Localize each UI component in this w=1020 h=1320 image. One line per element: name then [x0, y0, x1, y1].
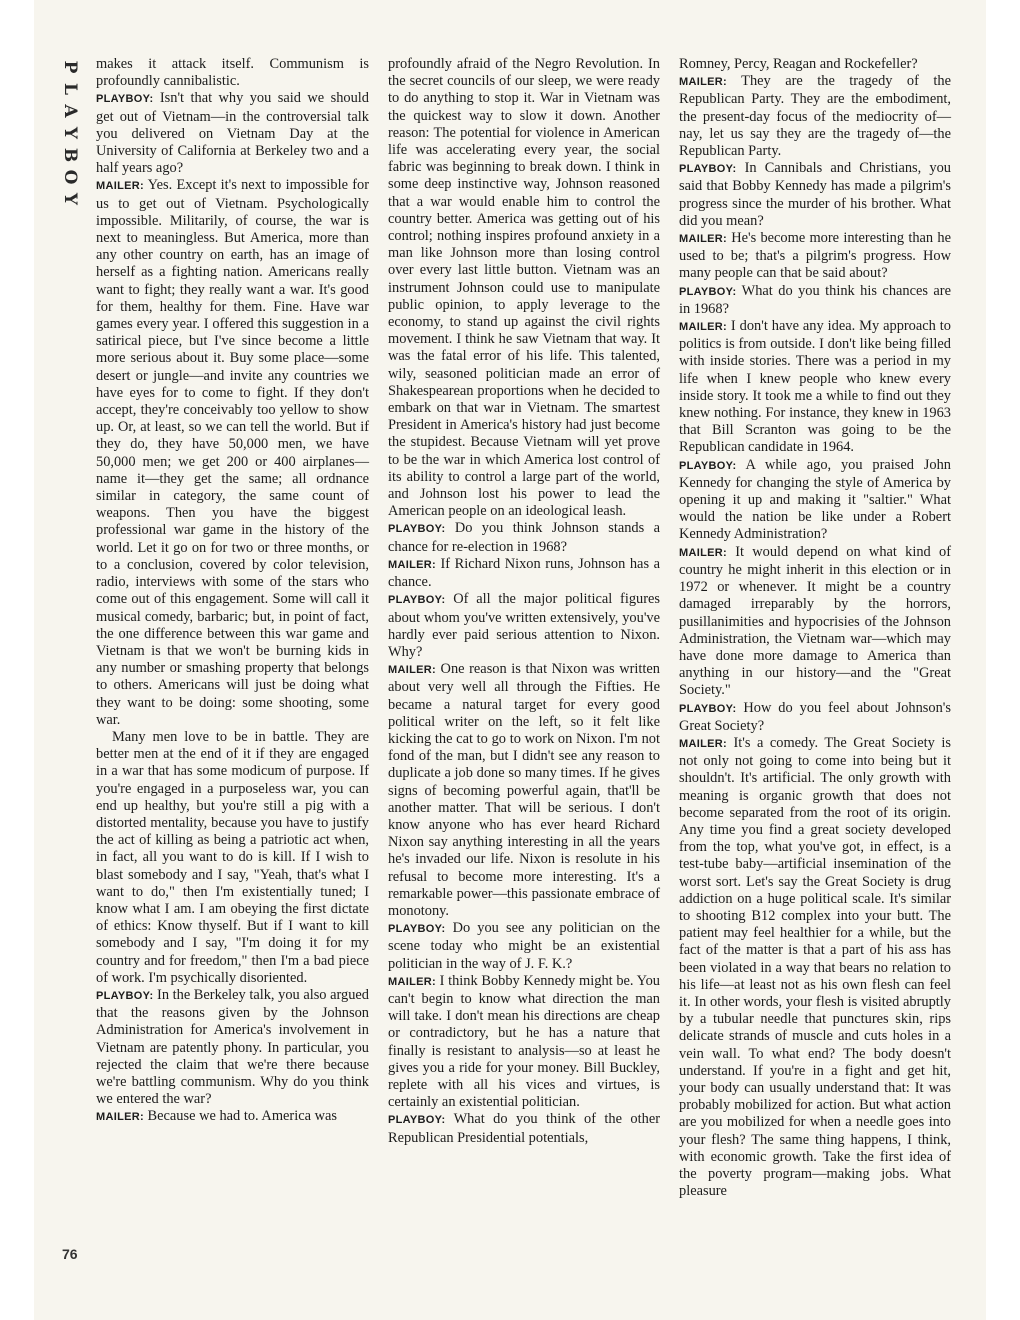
speaker-label: MAILER:	[679, 321, 727, 334]
paragraph-text: What do you think his chances are in 1968?	[679, 282, 951, 317]
paragraph-text: Yes. Except it's next to impossible for us to get out of Vietnam. Psychologically impossible. Militarily, of course, the war is next to meaningless. But America, more than any other country on earth, has an image of herself as a fighting nation. Americans really want to fight; they really want a war. It's good for them, healthy for them. Fine. Have war games every year. I offered this suggestion in a satirical piece, but I've since become a little more serious about it. Buy some place—some desert or jungle—and invite any countries we have eyes for to come to fight. If they don't accept, they're conceivably too yellow to show up. Or, at least, so we can tell the world. But if they do, they have 50,000 men, we have 50,000 men; we get 200 or 400 airplanes—name it—they get the same; all ordnance similar in category, the same count of weapons. Then you have the biggest professional war game in the history of the world. Let it go on for two or three months, or to a conclusion, covered by color television, radio, interviews with some of the stars who come out of this engagement. Some will call it musical comedy, barbaric; but, in point of fact, the one difference between this war game and Vietnam is that we won't be burning kids in any number or smashing property that belongs to others. Americans will just be doing what they want to be doing: some shooting, some war.	[96, 177, 369, 728]
speaker-label: MAILER:	[388, 975, 436, 988]
paragraph-text: He's become more interesting than he used to be; that's a pilgrim's progress. How many people can that be said about?	[679, 230, 951, 282]
masthead-letter: A	[60, 104, 80, 118]
paragraph	[679, 700, 951, 735]
speaker-label: MAILER:	[388, 664, 436, 677]
paragraph	[679, 544, 951, 700]
paragraph	[679, 230, 951, 283]
paragraph	[388, 520, 660, 555]
paragraph	[388, 1111, 660, 1146]
speaker-label: MAILER:	[96, 180, 144, 193]
page-number: 76	[62, 1246, 78, 1262]
masthead-letter: O	[60, 169, 80, 185]
speaker-label: PLAYBOY:	[388, 594, 446, 607]
paragraph	[388, 591, 660, 661]
speaker-label: MAILER:	[679, 546, 727, 559]
speaker-label: MAILER:	[679, 233, 727, 246]
paragraph-text: Do you think Johnson stands a chance for re-election in 1968?	[388, 520, 660, 555]
paragraph	[388, 920, 660, 973]
paragraph-text: How do you feel about Johnson's Great Society?	[679, 699, 951, 734]
speaker-label: PLAYBOY:	[388, 923, 446, 936]
paragraph: Romney, Percy, Reagan and Rockefeller?	[679, 56, 918, 72]
speaker-label: PLAYBOY:	[679, 702, 737, 715]
speaker-label: MAILER:	[96, 1111, 144, 1124]
paragraph	[679, 735, 951, 1200]
masthead-letter: P	[60, 60, 80, 74]
speaker-label: MAILER:	[679, 737, 727, 750]
paragraph	[388, 973, 660, 1112]
paragraph-text: They are the tragedy of the Republican Party. They are the embodiment, the present-day focus of the mediocrity of—nay, let us say they are the tragedy of—the Republican Party.	[679, 73, 951, 160]
paragraph	[679, 318, 951, 457]
paragraph	[96, 1108, 369, 1126]
speaker-label: PLAYBOY:	[388, 1114, 446, 1127]
speaker-label: PLAYBOY:	[388, 523, 446, 536]
speaker-label: PLAYBOY:	[679, 163, 737, 176]
paragraph: makes it attack itself. Communism is profoundly cannibalistic.	[96, 56, 369, 90]
paragraph	[679, 73, 951, 160]
paragraph-text: I don't have any idea. My approach to politics is from outside. I don't like being filled with inside stories. There was a period in my life when I knew people who knew every inside story. It took me a while to find out they knew nothing. For instance, they knew in 1963 that Bill Scranton was going to be the Republican candidate in 1964.	[679, 318, 951, 456]
paragraph-text: Because we had to. America was	[147, 1108, 337, 1125]
paragraph	[679, 457, 951, 544]
masthead-letter: L	[60, 83, 80, 95]
speaker-label: MAILER:	[388, 558, 436, 571]
paragraph-text: Do you see any politician on the scene today who might be an existential politician in the way of J. F. K.?	[388, 920, 660, 972]
paragraph: profoundly afraid of the Negro Revolution. In the secret councils of our sleep, we were ready to do anything to stop it. War in Vietnam was the quickest way to slow it down. Another reason: The potential for violence in American life was accelerating every year, the social fabric was beginning to break down. I think in some deep instinctive way, Johnson reasoned that a war would enable him to control the country better. America was getting out of his control; nothing inspires profound anxiety in a man like Johnson more than losing control over every last little button. Vietnam was an instrument Johnson could use to manipulate public opinion, to apply leverage to the economy, to stand up against the civil rights movement. I think he saw Vietnam that way. It was the fatal error of his life. This talented, wily, seasoned politician made an error of Shakespearean proportions when he decided to embark on that war in Vietnam. The smartest President in America's history had just become the stupidest. Because Vietnam will yet prove to be the war in which America lost control of its ability to control a large part of the world, and Johnson lost his power to lead the American people on an ideological leash.	[388, 56, 660, 520]
paragraph	[388, 556, 660, 591]
paragraph-text: Of all the major political figures about whom you've written extensively, you've hardly ever paid serious attention to Nixon. Why?	[388, 591, 660, 660]
paragraph-text: It would depend on what kind of country he might inherit in this election or in 1972 or whenever. It might be a country damaged irreparably by the horrors, pusillanimities and hypocrisies of the Johnson Administration, the Vietnam war—which may have done more damage to America than anything in our history—and the "Great Society."	[679, 543, 951, 699]
paragraph-text: I think Bobby Kennedy might be. You can't begin to know what direction the man will take. I don't mean his directions are cheap or contradictory, but he has a nature that finally is resistant to analysis—so at least he gives you a ride for your money. Bill Buckley, replete with all his vices and virtues, is certainly an existential politician.	[388, 972, 660, 1111]
speaker-label: PLAYBOY:	[679, 285, 737, 298]
paragraph	[679, 283, 951, 318]
column-1	[96, 56, 369, 1127]
paragraph-text: If Richard Nixon runs, Johnson has a chance.	[388, 555, 660, 591]
speaker-label: PLAYBOY:	[679, 459, 737, 472]
masthead-letter: B	[60, 147, 80, 163]
paragraph	[96, 177, 369, 729]
paragraph-text: One reason is that Nixon was written about very well all through the Fifties. He became a natural target for every good political writer on the left, so it felt like kicking the cat to go to work on Nixon. I'm not fond of the man, but I didn't see any reason to duplicate a job done so many times. If he gives signs of becoming powerful again, that'll be another matter. That will be serious. I don't know anyone who has ever heard Richard Nixon say anything interesting in all the years he's invaded our life. Nixon is resolute in his refusal to become more interesting. It's a remarkable power—this passionate embrace of monotony.	[388, 661, 660, 919]
paragraph	[388, 661, 660, 920]
speaker-label: MAILER:	[679, 76, 727, 89]
masthead-vertical	[57, 56, 83, 210]
paragraph-text: A while ago, you praised John Kennedy for changing the style of America by opening it up and making it "saltier." What would the nation be like under a Robert Kennedy Administration?	[679, 456, 951, 543]
paragraph	[679, 160, 951, 230]
speaker-label: PLAYBOY:	[96, 989, 154, 1002]
paragraph-text: In Cannibals and Christians, you said that Bobby Kennedy has made a pilgrim's progress since the murder of his brother. What did you mean?	[679, 160, 951, 229]
speaker-label: PLAYBOY:	[96, 93, 154, 106]
paragraph	[96, 987, 369, 1108]
paragraph-text: It's a comedy. The Great Society is not only not going to come into being but it shouldn't. It's artificial. The only growth with meaning is organic growth that does not become separated from the root of its origin. Any time you find a great society developed from the top, what you've got, in effect, is a test-tube baby—artificial insemination of the worst sort. Let's say the Great Society is drug addiction on a huge political scale. It's similar to shooting B12 complex into your butt. The patient may feel healthier for a while, but the fact of the matter is that a part of his ass has been violated in a way that bears no relation to his life—at least not as his own flesh can feel it. In other words, your flesh is visited abruptly by a tubular needle that punctures skin, rips delicate strands of muscle and cuts holes in a vein wall. To what end? The body doesn't understand. If you're in a fight and get hit, your body can usually understand that: It was probably mobilized for action. But what action are you mobilized for when a needle goes into your flesh? The same thing happens, I think, with economic growth. Take the first idea of the poverty program—making jobs. What pleasure	[679, 734, 951, 1200]
column-2	[388, 56, 660, 1147]
column-3	[679, 56, 951, 1200]
masthead-letter: Y	[60, 192, 80, 206]
paragraph	[96, 90, 369, 177]
paragraph: Many men love to be in battle. They are better men at the end of it if they are engaged in a war that has some modicum of purpose. If you're engaged in a purposeless war, you can end up healthy, but you're still a pig with a distorted mentality, because you have to justify the act of killing as being a patriotic act when, in fact, all you want to do is kill. If I wish to blast somebody and I say, "Yeah, that's what I want to do," then I'm existentially tuned; I know what I am. I am obeying the first dictate of ethics: Know thyself. But if I want to kill somebody and I say, "I'm doing it for my country and for freedom," then I'm a bad piece of work. I'm psychically disoriented.	[96, 728, 369, 986]
paragraph-text: What do you think of the other Republican Presidential potentials,	[388, 1111, 660, 1146]
paragraph-text: Isn't that why you said we should get out of Vietnam—in the controversial talk you delivered on Vietnam Day at the University of California at Berkeley two and a half years ago?	[96, 90, 369, 177]
paragraph-text: In the Berkeley talk, you also argued that the reasons given by the Johnson Administration for America's involvement in Vietnam are patently phony. In particular, you rejected the claim that we're there because we're battling communism. Why do you think we entered the war?	[96, 986, 369, 1108]
masthead-letter: Y	[60, 126, 80, 140]
